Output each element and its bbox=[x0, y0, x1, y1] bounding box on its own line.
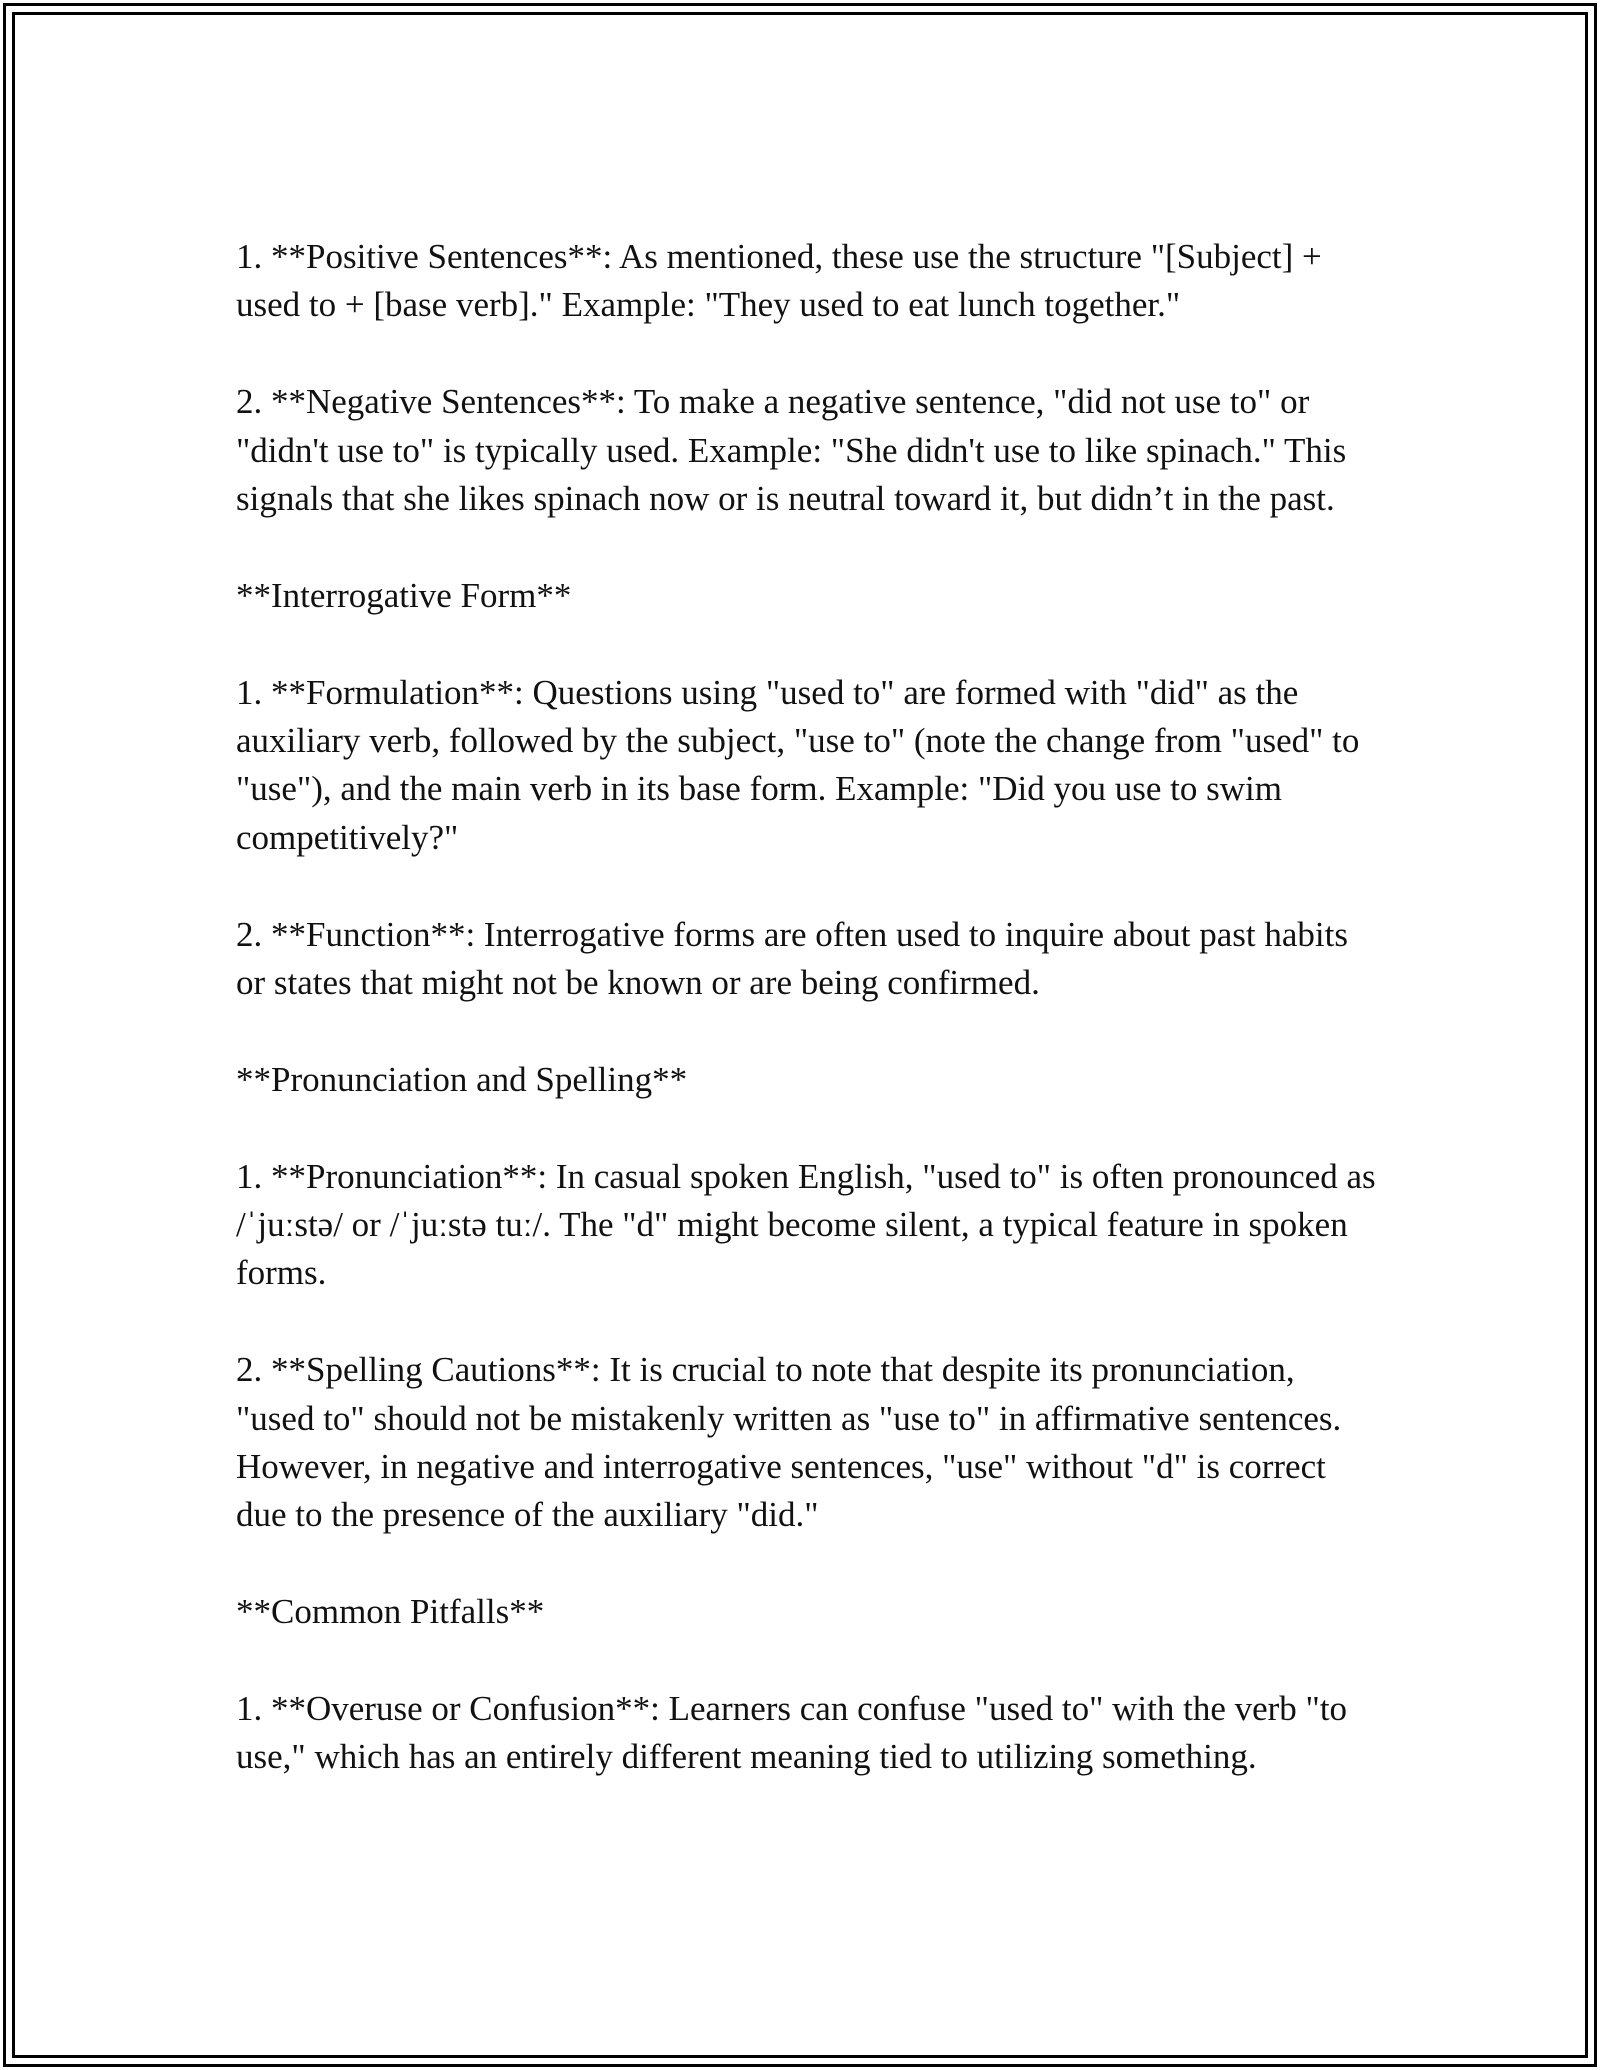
paragraph-spelling-cautions: 2. **Spelling Cautions**: It is crucial to note that despite its pronunciation, "used to" should not be mistakenly written as "use to" in affirmative sentences. However, in negative and interrogative sentences, "use" without "d" is correct due to the presence of the auxiliary "did." bbox=[236, 1350, 1342, 1535]
paragraph-negative-sentences: 2. **Negative Sentences**: To make a negative sentence, "did not use to" or "didn't use to" is typically used. Example: "She didn't use to like spinach." This signals that she likes spinach now or is neutral toward it, but didn’t in the past. bbox=[236, 382, 1347, 519]
heading-interrogative-form: **Interrogative Form** bbox=[236, 575, 572, 615]
paragraph-pronunciation: 1. **Pronunciation**: In casual spoken English, "used to" is often pronounced as /ˈjuːstə/ or /ˈjuːstə tuː/. The "d" might become silent, a typical feature in spoken forms. bbox=[236, 1156, 1376, 1293]
paragraph-positive-sentences: 1. **Positive Sentences**: As mentioned, these use the structure "[Subject] + used to + [base verb]." Example: "They used to eat lunch together." bbox=[236, 237, 1322, 325]
heading-common-pitfalls: **Common Pitfalls** bbox=[236, 1592, 545, 1632]
paragraph-overuse-or-confusion: 1. **Overuse or Confusion**: Learners can confuse "used to" with the verb "to use," which has an entirely different meaning tied to utilizing something. bbox=[236, 1689, 1348, 1777]
paragraph-function: 2. **Function**: Interrogative forms are often used to inquire about past habits or states that might not be known or are being confirmed. bbox=[236, 914, 1348, 1003]
document-body bbox=[236, 233, 1376, 1830]
paragraph-formulation: 1. **Formulation**: Questions using "used to" are formed with "did" as the auxiliary verb, followed by the subject, "use to" (note the change from "used" to "use"), and the main verb in its base form. Example: "Did you use to swim competitively?" bbox=[236, 672, 1360, 857]
heading-pronunciation-and-spelling: **Pronunciation and Spelling** bbox=[236, 1059, 688, 1099]
